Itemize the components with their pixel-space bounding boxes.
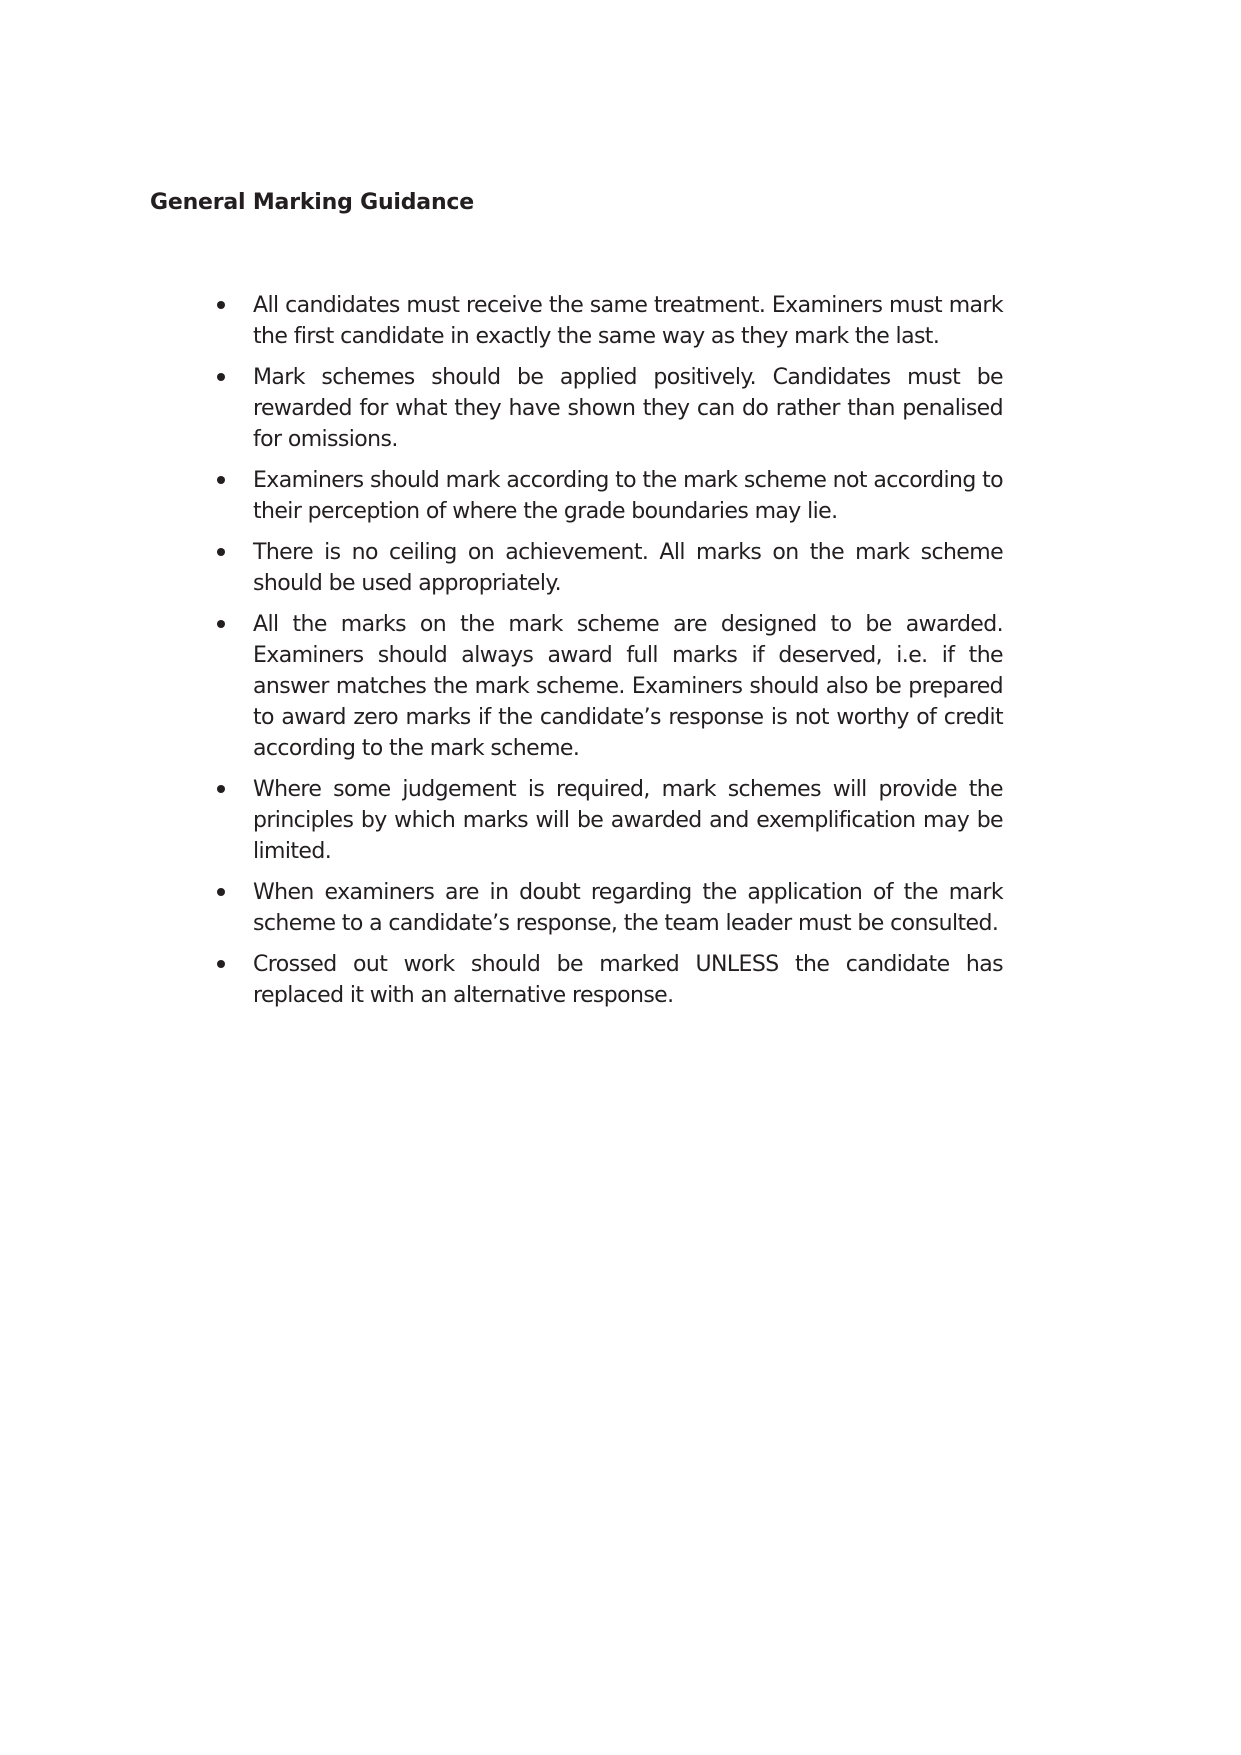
bullet-icon xyxy=(217,785,225,793)
bullet-icon xyxy=(217,373,225,381)
bullet-icon xyxy=(217,548,225,556)
list-item-text: Examiners should mark according to the mark scheme not according to their perception of where the grade boundaries may lie. xyxy=(253,468,1003,524)
bullet-icon xyxy=(217,620,225,628)
list-item-text: Mark schemes should be applied positively. Candidates must be rewarded for what they have shown they can do rather than penalised for omissions. xyxy=(253,365,1003,452)
list-item xyxy=(0,290,1241,352)
bullet-icon xyxy=(217,888,225,896)
list-item xyxy=(0,877,1241,939)
bullet-icon xyxy=(217,301,225,309)
list-item-text: Crossed out work should be marked UNLESS the candidate has replaced it with an alternative response. xyxy=(253,952,1003,1008)
guidance-list xyxy=(0,290,1241,1021)
list-item-text: All candidates must receive the same treatment. Examiners must mark the first candidate in exactly the same way as they mark the last. xyxy=(253,293,1003,349)
list-item xyxy=(0,774,1241,867)
list-item xyxy=(0,465,1241,527)
list-item xyxy=(0,362,1241,455)
list-item xyxy=(0,609,1241,764)
list-item-text: Where some judgement is required, mark schemes will provide the principles by which marks will be awarded and exemplification may be limited. xyxy=(253,777,1003,864)
page-title: General Marking Guidance xyxy=(150,190,474,215)
bullet-icon xyxy=(217,960,225,968)
list-item xyxy=(0,537,1241,599)
list-item-text: When examiners are in doubt regarding the application of the mark scheme to a candidate’s response, the team leader must be consulted. xyxy=(253,880,1003,936)
bullet-icon xyxy=(217,476,225,484)
list-item-text: All the marks on the mark scheme are designed to be awarded. Examiners should always award full marks if deserved, i.e. if the answer matches the mark scheme. Examiners should also be prepared to award zero marks if the candidate’s response is not worthy of credit according to the mark scheme. xyxy=(253,612,1003,761)
list-item xyxy=(0,949,1241,1011)
list-item-text: There is no ceiling on achievement. All marks on the mark scheme should be used appropriately. xyxy=(253,540,1003,596)
